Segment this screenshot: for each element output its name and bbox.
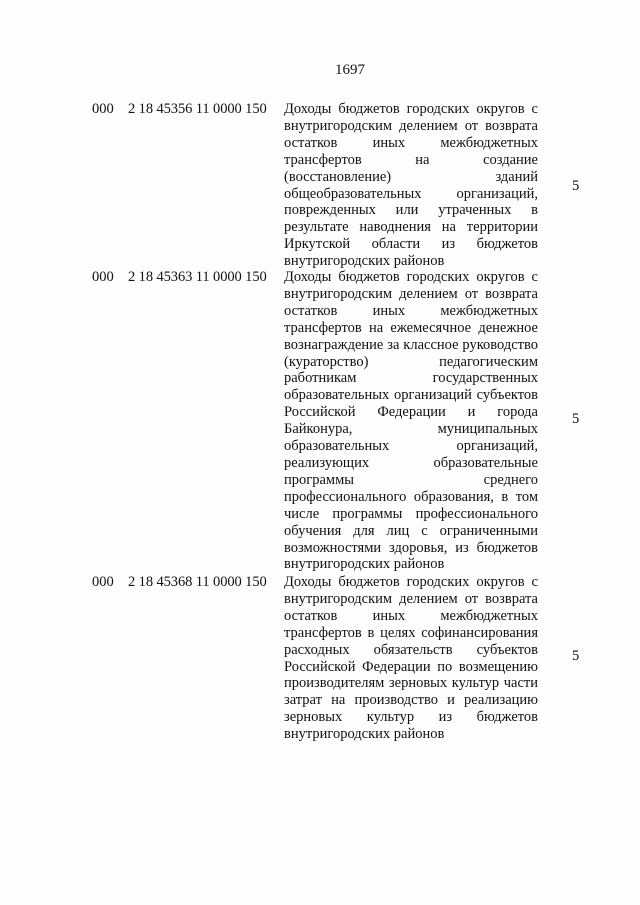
description-line: работникам государственных <box>284 370 538 387</box>
description-line: образовательных организаций субъектов <box>284 387 538 404</box>
description-line: производителям зерновых культур части <box>284 675 538 692</box>
income-description <box>284 101 538 270</box>
description-line: образовательных организаций, <box>284 438 538 455</box>
income-description <box>284 269 538 573</box>
page-number: 1697 <box>335 62 365 78</box>
description-line: Байконура, муниципальных <box>284 421 538 438</box>
description-line: Российской Федерации по возмещению <box>284 658 538 675</box>
description-line: внутригородским делением от возврата <box>284 590 538 607</box>
description-line: числе программы профессионального <box>284 505 538 522</box>
description-line: внутригородских районов <box>284 726 445 743</box>
description-line: обучения для лиц с ограниченными <box>284 522 538 539</box>
description-line: внутригородским делением от возврата <box>284 285 538 302</box>
description-line: реализующих образовательные <box>284 454 538 471</box>
description-line: результате наводнения на территории <box>284 219 538 236</box>
description-line: внутригородским делением от возврата <box>284 117 538 134</box>
description-line: трансфертов на создание <box>284 151 538 168</box>
description-line: Иркутской области из бюджетов <box>284 236 538 253</box>
description-line: зерновых культур из бюджетов <box>284 709 538 726</box>
group-value: 5 <box>572 411 580 427</box>
description-line: остатков иных межбюджетных <box>284 302 538 319</box>
description-line: поврежденных или утраченных в <box>284 202 538 219</box>
income-description <box>284 574 538 743</box>
description-line: Российской Федерации и города <box>284 404 538 421</box>
description-line: трансфертов в целях софинансирования <box>284 624 538 641</box>
admin-code: 000 <box>92 269 114 285</box>
description-line: внутригородских районов <box>284 556 445 573</box>
description-line: профессионального образования, в том <box>284 488 538 505</box>
group-value: 5 <box>572 178 580 194</box>
description-line: вознаграждение за классное руководство <box>284 336 538 353</box>
description-line: трансфертов на ежемесячное денежное <box>284 319 538 336</box>
description-line: внутригородских районов <box>284 253 445 270</box>
description-line: остатков иных межбюджетных <box>284 134 538 151</box>
description-line: Доходы бюджетов городских округов с <box>284 269 538 285</box>
description-line: общеобразовательных организаций, <box>284 185 538 202</box>
description-line: возможностями здоровья, из бюджетов <box>284 539 538 556</box>
admin-code: 000 <box>92 101 114 117</box>
budget-classification-code: 2 18 45356 11 0000 150 <box>128 101 267 117</box>
description-line: остатков иных межбюджетных <box>284 607 538 624</box>
admin-code: 000 <box>92 574 114 590</box>
description-line: расходных обязательств субъектов <box>284 641 538 658</box>
description-line: затрат на производство и реализацию <box>284 692 538 709</box>
budget-classification-code: 2 18 45363 11 0000 150 <box>128 269 267 285</box>
description-line: Доходы бюджетов городских округов с <box>284 574 538 590</box>
description-line: (кураторство) педагогическим <box>284 353 538 370</box>
budget-classification-code: 2 18 45368 11 0000 150 <box>128 574 267 590</box>
description-line: программы среднего <box>284 471 538 488</box>
description-line: (восстановление) зданий <box>284 168 538 185</box>
group-value: 5 <box>572 648 580 664</box>
description-line: Доходы бюджетов городских округов с <box>284 101 538 117</box>
